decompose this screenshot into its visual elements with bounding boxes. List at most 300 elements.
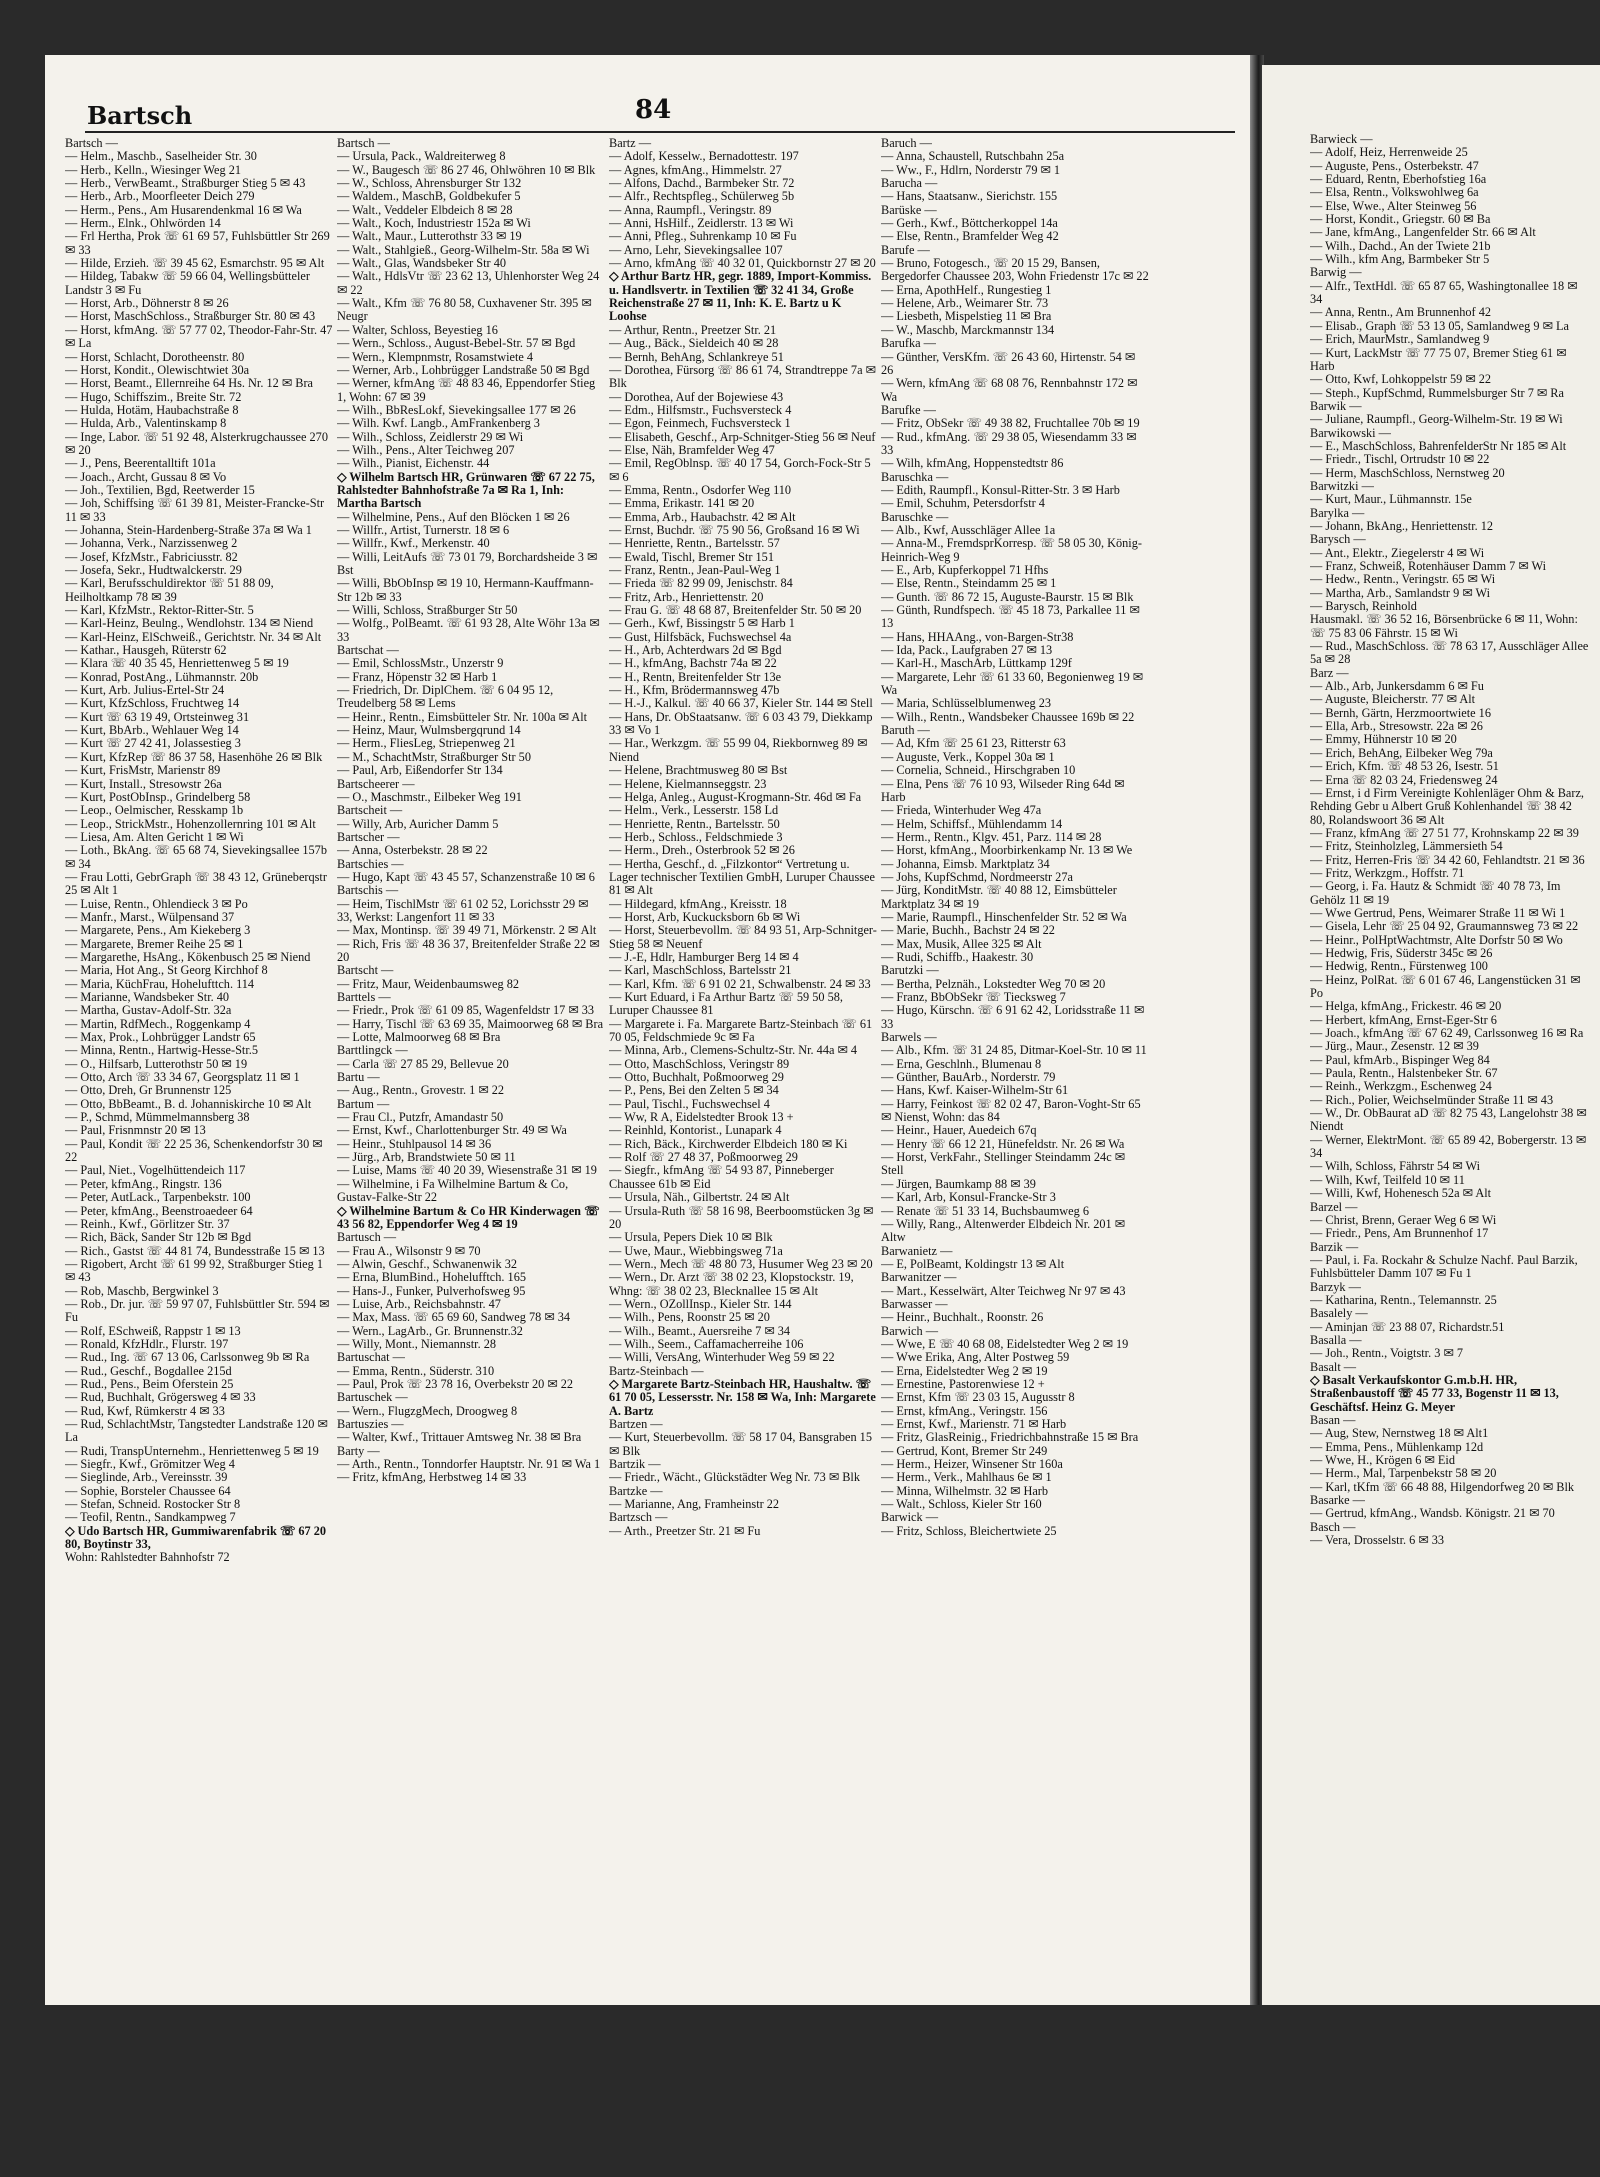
directory-entry: — Helm., Maschb., Saselheider Str. 30 — [65, 150, 257, 164]
directory-entry: — Rud., Pens., Beim Oferstein 25 — [65, 1377, 234, 1391]
directory-entry: — Bertha, Pelznäh., Lokstedter Weg 70 ✉ 20 — [881, 977, 1106, 991]
directory-entry: — Anna, Raumpfl., Veringstr. 89 — [609, 203, 772, 217]
directory-entry: — Kurt, Maur., Lühmannstr. 15e — [1310, 493, 1472, 507]
page-number: 84 — [635, 95, 672, 125]
directory-entry: — W., Baugesch ☏ 86 27 46, Ohlwöhren 10 ✉ Blk — [337, 163, 596, 177]
directory-entry: — Karl, tKfm ☏ 66 48 88, Hilgendorfweg 20 ✉ Blk — [1310, 1480, 1575, 1494]
directory-entry: — Elsa, Rentn., Volkswohlweg 6a — [1310, 186, 1479, 200]
directory-entry: — Fritz, Herren-Fris ☏ 34 42 60, Fehlandtstr. 21 ✉ 36 — [1310, 853, 1585, 867]
directory-entry: Baruth — — [881, 724, 930, 738]
directory-entry: ◇ Margarete Bartz-Steinbach HR, Haushaltw. ☏ 61 70 05, Lessersstr. Nr. 158 ✉ Wa, Inh: Margarete A. Bartz — [609, 1377, 876, 1418]
directory-entry: — Kurt, BbArb., Wehlauer Weg 14 — [65, 724, 239, 738]
directory-entry: Barttels — — [337, 991, 391, 1004]
directory-entry: — Adolf, Heiz, Herrenweide 25 — [1310, 146, 1468, 160]
directory-entry: — Jürg., Arb, Brandstwiete 50 ✉ 11 — [337, 1151, 516, 1165]
directory-entry: — Erna ☏ 82 03 24, Friedensweg 24 — [1310, 773, 1498, 787]
directory-entry: — Jane, kfmAng., Langenfelder Str. 66 ✉ Alt — [1310, 226, 1536, 240]
directory-entry: Bartz-Steinbach — — [609, 1364, 704, 1378]
directory-entry: — Hedw., Rentn., Veringstr. 65 ✉ Wi — [1310, 573, 1496, 587]
directory-entry: — H.-J., Kalkul. ☏ 40 66 37, Kieler Str. 144 ✉ Stell — [609, 697, 873, 711]
directory-entry: — Arth., Preetzer Str. 21 ✉ Fu — [609, 1524, 761, 1538]
directory-entry: — Herb., Arb., Moorfleeter Deich 279 — [65, 190, 255, 204]
directory-entry: — Alwin, Geschf., Schwanenwik 32 — [337, 1257, 517, 1271]
directory-entry: — H., Arb, Achterdwars 2d ✉ Bgd — [609, 644, 782, 658]
directory-entry: — Werner, kfmAng ☏ 48 83 46, Eppendorfer Stieg 1, Wohn: 67 ✉ 39 — [337, 377, 596, 404]
directory-entry: — Walt., Stahlgieß., Georg-Wilhelm-Str. 58a ✉ Wi — [337, 243, 590, 257]
directory-entry: — Hulda, Arb., Valentinskamp 8 — [65, 417, 227, 431]
directory-entry: — Else, Rentn., Bramfelder Weg 42 — [881, 230, 1059, 244]
directory-entry: — Liesbeth, Mispelstieg 11 ✉ Bra — [881, 310, 1052, 324]
directory-entry: — Har., Werkzgm. ☏ 55 99 04, Riekbornweg 89 ✉ Niend — [609, 737, 868, 764]
directory-entry: — Ernst, Buchdr. ☏ 75 90 56, Großsand 16 ✉ Wi — [609, 523, 860, 537]
directory-entry: Basalely — — [1310, 1307, 1368, 1321]
directory-entry: — Adolf, Kesselw., Bernadottestr. 197 — [609, 150, 799, 164]
directory-entry: — Karl-H., MaschArb, Lüttkamp 129f — [881, 657, 1072, 671]
directory-page — [45, 55, 1255, 2005]
directory-entry: Barwik — — [1310, 399, 1362, 413]
directory-entry: — Ursula, Pack., Waldreiterweg 8 — [337, 150, 506, 164]
directory-entry: — Siegfr., kfmAng ☏ 54 93 87, Pinneberger Chaussee 61b ✉ Eid — [609, 1164, 834, 1191]
directory-entry: — Gust, Hilfsbäck, Fuchswechsel 4a — [609, 630, 792, 644]
directory-entry: — Willy, Arb, Auricher Damm 5 — [337, 817, 499, 831]
directory-entry: — Wwe, H., Krögen 6 ✉ Eid — [1310, 1454, 1455, 1468]
directory-entry: — Rich, Bäck, Sander Str 12b ✉ Bgd — [65, 1231, 252, 1245]
directory-entry: — Helm, Schiffsf., Mühlendamm 14 — [881, 817, 1063, 831]
directory-entry: — Auguste, Pens., Osterbekstr. 47 — [1310, 159, 1479, 173]
directory-entry: — Ida, Pack., Laufgraben 27 ✉ 13 — [881, 644, 1053, 658]
directory-entry: — Maria, Hot Ang., St Georg Kirchhof 8 — [65, 964, 268, 978]
directory-entry: — Hedwig, Rentn., Fürstenweg 100 — [1310, 960, 1488, 974]
directory-entry: — Horst, Arb., Döhnerstr 8 ✉ 26 — [65, 297, 229, 311]
directory-entry: — Günther, BauArb., Norderstr. 79 — [881, 1071, 1056, 1085]
directory-entry: — Karl-Heinz, Beulng., Wendlohstr. 134 ✉ Niend — [65, 617, 314, 631]
directory-entry: — Joach., kfmAng ☏ 67 62 49, Carlssonweg 16 ✉ Ra — [1310, 1027, 1584, 1041]
directory-entry: — J.-E, Hdlr, Hamburger Berg 14 ✉ 4 — [609, 950, 799, 964]
directory-entry: — Wilh, kfmAng, Hoppenstedtstr 86 — [881, 457, 1064, 471]
directory-entry: — Walt., Schloss, Kieler Str 160 — [881, 1498, 1042, 1512]
directory-entry: Baruschke — — [881, 510, 949, 524]
directory-entry: — Emmy, Hühnerstr 10 ✉ 20 — [1310, 733, 1457, 747]
directory-entry: — Werner, Arb., Lohbrügger Landstraße 50 ✉ Bgd — [337, 363, 590, 377]
directory-entry: — Johanna, Stein-Hardenberg-Straße 37a ✉ Wa 1 — [65, 523, 312, 537]
directory-entry: — Helga, Anleg., August-Krogmann-Str. 46d ✉ Fa — [609, 790, 862, 804]
directory-entry: — Walt., Glas, Wandsbeker Str 40 — [337, 257, 507, 271]
directory-entry: — W., Schloss, Ahrensburger Str 132 — [337, 177, 522, 191]
directory-entry: — Rolf, ESchweiß, Rappstr 1 ✉ 13 — [65, 1324, 241, 1338]
directory-entry: — Ursula, Pepers Diek 10 ✉ Blk — [609, 1231, 773, 1245]
directory-entry: — Rich., Gastst ☏ 44 81 74, Bundesstraße 15 ✉ 13 — [65, 1244, 325, 1258]
directory-entry: — Hans-J., Funker, Pulverhofsweg 95 — [337, 1284, 526, 1298]
directory-entry: — Dorothea, Auf der Bojewiese 43 — [609, 390, 784, 404]
directory-entry: — Willfr., Artist, Turnerstr. 18 ✉ 6 — [337, 523, 510, 537]
directory-entry: — Loth., BkAng. ☏ 65 68 74, Sievekingsallee 157b ✉ 34 — [65, 844, 327, 871]
directory-entry: Barutzki — — [881, 964, 939, 978]
directory-entry: — P., Pens, Bei den Zelten 5 ✉ 34 — [609, 1084, 779, 1098]
directory-entry: — Peter, AutLack., Tarpenbekstr. 100 — [65, 1191, 251, 1205]
directory-entry: — Wolfg., PolBeamt. ☏ 61 93 28, Alte Wöhr 13a ✉ 33 — [337, 617, 600, 644]
directory-entry: — Frieda, Winterhuder Weg 47a — [881, 804, 1042, 818]
directory-entry: — Margarete i. Fa. Margarete Bartz-Steinbach ☏ 61 70 05, Feldschmiede 9c ✉ Fa — [609, 1017, 873, 1045]
directory-entry: — Konrad, PostAng., Lühmannstr. 20b — [65, 670, 259, 684]
directory-entry: — Paul, Prok ☏ 23 78 16, Overbekstr 20 ✉ 22 — [337, 1377, 574, 1391]
directory-entry: — Friedr., Tischl, Ortrudstr 10 ✉ 22 — [1310, 453, 1490, 467]
directory-entry: — Alfr., Rechtspfleg., Schülerweg 5b — [609, 190, 795, 204]
directory-entry: — Hildeg, Tabakw ☏ 59 66 04, Wellingsbütteler Landstr 3 ✉ Fu — [65, 270, 310, 297]
directory-entry: — Franz, Rentn., Jean-Paul-Weg 1 — [609, 564, 781, 577]
directory-entry: — Erna, Geschlnh., Blumenau 8 — [881, 1057, 1042, 1071]
directory-entry: Barwels — — [881, 1031, 937, 1045]
directory-entry: — Ant., Elektr., Ziegelerstr 4 ✉ Wi — [1310, 546, 1485, 560]
directory-entry: — P., Schmd, Mümmelmannsberg 38 — [65, 1111, 250, 1125]
directory-entry: Bartzen — — [609, 1418, 663, 1431]
directory-entry: — Franz, kfmAng ☏ 27 51 77, Krohnskamp 22 ✉ 39 — [1310, 826, 1579, 840]
directory-entry: — Kurt ☏ 63 19 49, Ortsteinweg 31 — [65, 710, 250, 724]
directory-entry: — Emil, RegOblnsp. ☏ 40 17 54, Gorch-Fock-Str 5 ✉ 6 — [609, 457, 871, 484]
directory-entry: — Fritz, Arb., Henriettenstr. 20 — [609, 590, 764, 604]
directory-entry: — Eduard, Rentn, Eberhofstieg 16a — [1310, 173, 1487, 187]
directory-entry: — Paul, Niet., Vogelhüttendeich 117 — [65, 1164, 246, 1178]
directory-entry: — Liesa, Am. Alten Gericht 1 ✉ Wi — [65, 830, 244, 844]
directory-entry: — Rudi, Schiffb., Haakestr. 30 — [881, 950, 1034, 964]
directory-entry: — Hugo, Kapt ☏ 43 45 57, Schanzenstraße 10 ✉ 6 — [337, 870, 595, 884]
directory-entry: — Friedr., Pens, Am Brunnenhof 17 — [1310, 1227, 1489, 1241]
directory-entry: — Horst, kfmAng., Moorbirkenkamp Nr. 13 ✉ We — [881, 844, 1133, 858]
directory-entry: — Horst, MaschSchloss., Straßburger Str. 80 ✉ 43 — [65, 310, 316, 324]
directory-entry: — E., Arb, Kupferkoppel 71 Hfhs — [881, 564, 1049, 577]
directory-entry: — Horst, Beamt., Ellernreihe 64 Hs. Nr. 12 ✉ Bra — [65, 377, 313, 391]
directory-entry: — Wilh., Pens, Roonstr 25 ✉ 20 — [609, 1311, 770, 1325]
directory-entry: Baruch — — [881, 137, 932, 150]
directory-entry: Bartschat — — [337, 644, 399, 658]
directory-entry: — Willi, Schloss, Straßburger Str 50 — [337, 604, 518, 618]
directory-entry: — Gisela, Lehr ☏ 25 04 92, Graumannsweg 73 ✉ 22 — [1310, 920, 1579, 934]
directory-entry: — Rob, Maschb, Bergwinkel 3 — [65, 1284, 219, 1298]
directory-entry: Bartschis — — [337, 884, 399, 898]
directory-entry: — Margarete, Lehr ☏ 61 33 60, Begonienweg 19 ✉ Wa — [881, 670, 1144, 698]
directory-entry: — Herm., Pens., Am Husarendenkmal 16 ✉ Wa — [65, 203, 302, 217]
directory-entry: — Gertrud, Kont, Bremer Str 249 — [881, 1444, 1048, 1458]
directory-entry: — Heinz, Maur, Wulmsbergqrund 14 — [337, 724, 521, 738]
directory-entry: — Herm, MaschSchloss, Nernstweg 20 — [1310, 466, 1505, 480]
directory-entry: — Anni, HsHilf., Zeidlerstr. 13 ✉ Wi — [609, 217, 794, 231]
directory-entry: Barwasser — — [881, 1297, 948, 1311]
directory-entry: — Wern, kfmAng ☏ 68 08 76, Rennbahnstr 172 ✉ Wa — [881, 377, 1138, 404]
directory-entry: — Horst, Kondit., Olewischtwiet 30a — [65, 363, 250, 377]
directory-entry: Bartuszies — — [337, 1418, 404, 1431]
directory-entry: — Alb., Kfm. ☏ 31 24 85, Ditmar-Koel-Str. 10 ✉ 11 — [881, 1044, 1147, 1058]
directory-entry: — Arno, kfmAng ☏ 40 32 01, Quickbornstr 27 ✉ 20 — [609, 257, 876, 271]
directory-entry: — Fritz, Werkzgm., Hoffstr. 71 — [1310, 866, 1465, 880]
directory-entry: — Elna, Pens ☏ 76 10 93, Wilseder Ring 64d ✉ Harb — [881, 777, 1125, 804]
directory-entry: — Else, Rentn., Steindamm 25 ✉ 1 — [881, 577, 1057, 591]
directory-entry: Barwig — — [1310, 266, 1362, 280]
directory-entry: — Rud., Ing. ☏ 67 13 06, Carlssonweg 9b ✉ Ra — [65, 1351, 310, 1365]
directory-entry: Bartz — — [609, 137, 652, 150]
directory-entry: — Wilhelmine, i Fa Wilhelmine Bartum & Co, Gustav-Falke-Str 22 — [337, 1177, 569, 1205]
directory-entry: — Marianne, Wandsbeker Str. 40 — [65, 991, 230, 1004]
directory-entry: — Horst, kfmAng. ☏ 57 77 02, Theodor-Fahr-Str. 47 ✉ La — [65, 323, 333, 351]
directory-entry: — Herm., Verk., Mahlhaus 6e ✉ 1 — [881, 1471, 1052, 1485]
directory-entry: — Wern., Schloss., August-Bebel-Str. 57 ✉ Bgd — [337, 337, 576, 351]
directory-entry: — Waldem., MaschB, Goldbekufer 5 — [337, 190, 521, 204]
directory-entry: — Horst, Steuerbevollm. ☏ 84 93 51, Arp-Schnitger-Stieg 58 ✉ Neuenf — [609, 924, 877, 951]
directory-entry: — Reinh., Werkzgm., Eschenweg 24 — [1310, 1080, 1492, 1094]
directory-entry: — Marianne, Ang, Framheinstr 22 — [609, 1498, 780, 1512]
directory-entry: — Auguste, Bleicherstr. 77 ✉ Alt — [1310, 693, 1476, 707]
directory-entry: — Helene, Kielmannseggstr. 23 — [609, 777, 767, 791]
directory-entry: — Erich, MaurMstr., Samlandweg 9 — [1310, 333, 1490, 347]
directory-entry: — Helm., Verk., Lesserstr. 158 Ld — [609, 804, 779, 818]
directory-entry: — Rud, SchlachtMstr, Tangstedter Landstraße 120 ✉ La — [65, 1418, 328, 1445]
directory-entry: — Kurt, Install., Stresowstr 26a — [65, 777, 222, 791]
directory-entry: — Wilh., kfm Ang, Barmbeker Str 5 — [1310, 253, 1490, 267]
directory-entry: — Emma, Pens., Mühlenkamp 12d — [1310, 1440, 1484, 1454]
directory-entry: — Rich., Polier, Weichselmünder Straße 11 ✉ 43 — [1310, 1093, 1554, 1107]
directory-entry: — Georg, i. Fa. Hautz & Schmidt ☏ 40 78 73, Im Gehölz 11 ✉ 19 — [1310, 880, 1561, 907]
directory-entry: — Emma, Rentn., Osdorfer Weg 110 — [609, 483, 792, 497]
directory-entry: — Paul, Kondit ☏ 22 25 36, Schenkendorfstr 30 ✉ 22 — [65, 1137, 323, 1165]
directory-entry: Barwikowski — — [1310, 426, 1391, 440]
directory-entry: — Josefa, Sekr., Hudtwalckerstr. 29 — [65, 564, 242, 577]
directory-entry: — Herb., Kelln., Wiesinger Weg 21 — [65, 163, 241, 177]
directory-entry: — Renate ☏ 51 33 14, Buchsbaumweg 6 — [881, 1204, 1089, 1218]
directory-entry: — Joh, Schiffsing ☏ 61 39 81, Meister-Francke-Str 11 ✉ 33 — [65, 497, 325, 524]
directory-entry: — Anna-M., FremdsprKorresp. ☏ 58 05 30, König-Heinrich-Weg 9 — [881, 537, 1142, 564]
directory-entry: — Wilh., Schloss, Zeidlerstr 29 ✉ Wi — [337, 430, 524, 444]
directory-entry: — Wwe Gertrud, Pens, Weimarer Straße 11 ✉ Wi 1 — [1310, 906, 1566, 920]
directory-column-1 — [65, 137, 333, 1565]
directory-entry: — Ernst, Kwf., Marienstr. 71 ✉ Harb — [881, 1418, 1067, 1431]
directory-entry: — Joh., Rentn., Voigtstr. 3 ✉ 7 — [1310, 1347, 1463, 1361]
directory-entry: — Helene, Brachtmusweg 80 ✉ Bst — [609, 764, 788, 778]
directory-entry: — Hans, Dr. ObStaatsanw. ☏ 6 03 43 79, Diekkamp 33 ✉ Vo 1 — [609, 710, 873, 738]
directory-entry: — Carla ☏ 27 85 29, Bellevue 20 — [337, 1057, 509, 1071]
running-head-name: Bartsch — [87, 101, 193, 130]
directory-entry: — Horst, Arb, Kuckucksborn 6b ✉ Wi — [609, 910, 801, 924]
directory-entry: — Frl Hertha, Prok ☏ 61 69 57, Fuhlsbüttler Str 269 ✉ 33 — [65, 230, 330, 257]
directory-entry: — Wilh. Kwf. Langb., AmFrankenberg 3 — [337, 417, 540, 431]
directory-entry: — Karl, Arb, Konsul-Francke-Str 3 — [881, 1191, 1056, 1205]
directory-entry: Barwieck — — [1310, 133, 1373, 146]
directory-entry: — Ad, Kfm ☏ 25 61 23, Ritterstr 63 — [881, 737, 1066, 751]
directory-entry: — Harry, Feinkost ☏ 82 02 47, Baron-Voght-Str 65 ✉ Nienst, Wohn: das 84 — [881, 1097, 1141, 1125]
directory-entry: — Alb., Arb, Junkersdamm 6 ✉ Fu — [1310, 680, 1484, 694]
directory-entry: — Erna, ApothHelf., Rungestieg 1 — [881, 283, 1052, 297]
directory-entry: Barysch — — [1310, 533, 1366, 547]
directory-entry: Baruschka — — [881, 470, 949, 484]
directory-entry: — Kathar., Hausgeh, Rüterstr 62 — [65, 644, 227, 658]
directory-entry: — Horst, Kondit., Griegstr. 60 ✉ Ba — [1310, 213, 1491, 227]
directory-entry: — Henriette, Rentn., Bartelsstr. 57 — [609, 537, 780, 551]
directory-entry: Bartsch — — [337, 137, 390, 150]
directory-entry: — Otto, Dreh, Gr Brunnenstr 125 — [65, 1084, 232, 1098]
directory-entry: — Hulda, Hotäm, Haubachstraße 8 — [65, 403, 239, 417]
directory-entry: Barüske — — [881, 203, 937, 217]
directory-entry: ◇ Udo Bartsch HR, Gummiwarenfabrik ☏ 67 20 80, Boytinstr 33, — [65, 1524, 326, 1552]
directory-entry: Barttlingck — — [337, 1044, 408, 1058]
directory-entry: — Alb., Kwf, Ausschläger Allee 1a — [881, 523, 1056, 537]
directory-entry: — Katharina, Rentn., Telemannstr. 25 — [1310, 1293, 1497, 1307]
directory-entry: — Wilh, Schloss, Fährstr 54 ✉ Wi — [1310, 1160, 1481, 1174]
directory-entry: — Johs, KupfSchmd, Nordmeerstr 27a — [881, 870, 1073, 884]
directory-entry: — Alfr., TextHdl. ☏ 65 87 65, Washingtonallee 18 ✉ 34 — [1310, 279, 1578, 307]
directory-entry: — Rolf ☏ 27 48 37, Poßmoorweg 29 — [609, 1151, 798, 1165]
directory-entry: — Karl, Kfm. ☏ 6 91 02 21, Schwalbenstr. 24 ✉ 33 — [609, 977, 871, 991]
directory-entry: — Ursula-Ruth ☏ 58 16 98, Beerboomstücken 3g ✉ 20 — [609, 1204, 874, 1231]
directory-entry: — Jürgen, Baumkamp 88 ✉ 39 — [881, 1177, 1036, 1191]
directory-entry: — Heinr., Rentn., Eimsbütteler Str. Nr. 100a ✉ Alt — [337, 710, 588, 724]
directory-entry: Basalla — — [1310, 1333, 1362, 1347]
directory-entry: — Herm., Heizer, Winsener Str 160a — [881, 1458, 1063, 1472]
directory-entry: — Heinr., Buchhalt., Roonstr. 26 — [881, 1311, 1044, 1325]
directory-entry: — Minna, Wilhelmstr. 32 ✉ Harb — [881, 1484, 1049, 1498]
directory-entry: Barwanietz — — [881, 1244, 953, 1258]
directory-entry: — Harry, Tischl ☏ 63 69 35, Maimoorweg 68 ✉ Bra — [337, 1017, 604, 1031]
directory-entry: — Rud., MaschSchloss. ☏ 78 63 17, Ausschläger Allee 5a ✉ 28 — [1310, 640, 1589, 667]
directory-entry: — Wern., Dr. Arzt ☏ 38 02 23, Klopstockstr. 19, Whng: ☏ 38 02 23, Blecknallee 15 ✉ Alt — [609, 1271, 854, 1298]
directory-entry: — Maria, KüchFrau, Hohelufttch. 114 — [65, 977, 255, 991]
directory-entry: — Heinr., PolHptWachtmstr, Alte Dorfstr 50 ✉ Wo — [1310, 933, 1563, 947]
directory-entry: — Sieglinde, Arb., Vereinsstr. 39 — [65, 1471, 228, 1485]
directory-entry: — Horst, VerkFahr., Stellinger Steindamm 24c ✉ Stell — [881, 1151, 1126, 1178]
facing-page — [1262, 65, 1600, 2005]
directory-entry: — Friedr., Prok ☏ 61 09 85, Wagenfeldstr 17 ✉ 33 — [337, 1004, 595, 1018]
directory-entry: — Minna, Arb., Clemens-Schultz-Str. Nr. 44a ✉ 4 — [609, 1044, 858, 1058]
directory-entry: — Günther, VersKfm. ☏ 26 43 60, Hirtenstr. 54 ✉ 26 — [881, 350, 1136, 377]
directory-entry: — Johanna, Eimsb. Marktplatz 34 — [881, 857, 1050, 871]
directory-entry: — Karl, KfzMstr., Rektor-Ritter-Str. 5 — [65, 604, 254, 618]
directory-entry: — Wilh., BbResLokf, Sievekingsallee 177 ✉ 26 — [337, 403, 576, 417]
directory-entry: — Margarethe, HsAng., Kökenbusch 25 ✉ Niend — [65, 950, 311, 964]
directory-entry: Basch — — [1310, 1520, 1356, 1534]
directory-entry: — Martha, Arb., Samlandstr 9 ✉ Wi — [1310, 586, 1491, 600]
directory-entry: — Kurt, PostObInsp., Grindelberg 58 — [65, 790, 251, 804]
directory-entry: — Wilh., Rentn., Wandsbeker Chaussee 169b ✉ 22 — [881, 710, 1135, 724]
directory-entry: — Willi, BbObInsp ✉ 19 10, Hermann-Kauffmann-Str 12b ✉ 33 — [337, 577, 594, 604]
directory-entry: — Elisab., Graph ☏ 53 13 05, Samlandweg 9 ✉ La — [1310, 319, 1569, 333]
directory-entry: — Rich, Bäck., Kirchwerder Elbdeich 180 ✉ Ki — [609, 1137, 848, 1151]
directory-entry: — Joach., Archt, Gussau 8 ✉ Vo — [65, 470, 227, 484]
directory-entry: — Ella, Arb., Stresowstr. 22a ✉ 26 — [1310, 720, 1483, 734]
directory-entry: — Lotte, Malmoorweg 68 ✉ Bra — [337, 1031, 501, 1045]
directory-entry: Bartuschat — — [337, 1351, 405, 1365]
directory-entry: — Emma, Erikastr. 141 ✉ 20 — [609, 497, 755, 511]
directory-entry: — Franz, BbObSekr ☏ Tiecksweg 7 — [881, 991, 1066, 1004]
directory-entry: Bartscht — — [337, 964, 394, 978]
directory-entry: — Martin, RdfMech., Roggenkamp 4 — [65, 1017, 251, 1031]
directory-entry: — Paul, Arb, Eißendorfer Str 134 — [337, 764, 503, 778]
directory-entry: — Luise, Rentn., Ohlendieck 3 ✉ Po — [65, 897, 248, 911]
directory-entry: — Alfons, Dachd., Barmbeker Str. 72 — [609, 177, 795, 191]
directory-entry: — Wern., FlugzgMech, Droogweg 8 — [337, 1404, 518, 1418]
directory-entry: — Karl-Heinz, ElSchweiß., Gerichtstr. Nr. 34 ✉ Alt — [65, 630, 322, 644]
directory-entry: — Wilh., Dachd., An der Twiete 21b — [1310, 239, 1491, 253]
directory-entry: ◇ Wilhelmine Bartum & Co HR Kinderwagen ☏ 43 56 82, Eppendorfer Weg 4 ✉ 19 — [337, 1204, 600, 1231]
directory-entry: — Ewald, Tischl, Bremer Str 151 — [609, 550, 774, 564]
directory-entry: — E, PolBeamt, Koldingstr 13 ✉ Alt — [881, 1257, 1065, 1271]
directory-entry: — Werner, ElektrMont. ☏ 65 89 42, Bobergerstr. 13 ✉ 34 — [1310, 1133, 1587, 1161]
directory-entry: — Otto, BbBeamt., B. d. Johanniskirche 10 ✉ Alt — [65, 1097, 312, 1111]
directory-entry: — Hugo, Kürschn. ☏ 6 91 62 42, Loridsstraße 11 ✉ 33 — [881, 1004, 1145, 1031]
directory-entry: — Herm., Elnk., Ohlwörden 14 — [65, 217, 221, 231]
directory-entry: — Aminjan ☏ 23 88 07, Richardstr.51 — [1310, 1320, 1505, 1334]
directory-entry: Basalt — — [1310, 1360, 1357, 1374]
directory-entry: — O., Hilfsarb, Lutterothstr 50 ✉ 19 — [65, 1057, 248, 1071]
directory-entry: — Kurt, LackMstr ☏ 77 75 07, Bremer Stieg 61 ✉ Harb — [1310, 346, 1567, 373]
directory-entry: — Erna, Eidelstedter Weg 2 ✉ 19 — [881, 1364, 1048, 1378]
directory-entry: — Aug., Rentn., Grovestr. 1 ✉ 22 — [337, 1084, 505, 1098]
directory-entry: — Paul, kfmArb., Bispinger Weg 84 — [1310, 1053, 1490, 1067]
directory-entry: — M., SchachtMstr, Straßburger Str 50 — [337, 750, 531, 764]
directory-entry: — Karl, Berufsschuldirektor ☏ 51 88 09, Heilholtkamp 78 ✉ 39 — [65, 577, 274, 604]
directory-entry: — Hertha, Geschf., d. „Filzkontor“ Vertretung u. Lager technischer Textilien GmbH, Luruper Chaussee 81 ✉ Alt — [609, 857, 875, 898]
directory-entry: — Herm., Rentn., Klgv. 451, Parz. 114 ✉ 28 — [881, 830, 1102, 844]
directory-entry: — Siegfr., Kwf., Grömitzer Weg 4 — [65, 1458, 235, 1472]
directory-entry: — Herm., Mal, Tarpenbekstr 58 ✉ 20 — [1310, 1467, 1497, 1481]
directory-entry: — Anni, Pfleg., Suhrenkamp 10 ✉ Fu — [609, 230, 797, 244]
directory-entry: — Ernst, i d Firm Vereinigte Kohlenläger Ohm & Barz, Rehding Gebr u Albert Gruß Kohlenhandel ☏ 38 42 80, Rolandswoort 36 ✉ Alt — [1310, 786, 1585, 827]
directory-entry: Bartusch — — [337, 1231, 397, 1245]
directory-entry: — Erna, BlumBind., Hohelufftch. 165 — [337, 1271, 526, 1285]
directory-entry: — Walter, Kwf., Trittauer Amtsweg Nr. 38 ✉ Bra — [337, 1431, 582, 1445]
directory-entry: — Rob., Dr. jur. ☏ 59 97 07, Fuhlsbüttler Str. 594 ✉ Fu — [65, 1297, 330, 1325]
directory-entry: — Rud, Buchhalt, Grögersweg 4 ✉ 33 — [65, 1391, 256, 1405]
directory-entry: Bartzke — — [609, 1484, 663, 1498]
directory-entry: — Kurt, KfzRep ☏ 86 37 58, Hasenhöhe 26 ✉ Blk — [65, 750, 323, 764]
directory-entry: — Otto, MaschSchloss, Veringstr 89 — [609, 1057, 790, 1071]
directory-entry: — Emil, Schuhm, Petersdorfstr 4 — [881, 497, 1045, 511]
directory-entry: — Frieda ☏ 82 99 09, Jenischstr. 84 — [609, 577, 793, 591]
directory-entry: Barz — — [1310, 666, 1349, 680]
directory-entry: Bartscheerer — — [337, 777, 415, 791]
directory-entry: — Wwe, E ☏ 40 68 08, Eidelstedter Weg 2 ✉ 19 — [881, 1337, 1129, 1351]
directory-entry: — Hans, Staatsanw., Sierichstr. 155 — [881, 190, 1058, 204]
directory-entry: — Cornelia, Schneid., Hirschgraben 10 — [881, 764, 1076, 778]
directory-entry: — Henry ☏ 66 12 21, Hünefeldstr. Nr. 26 ✉ Wa — [881, 1137, 1125, 1151]
directory-entry: Bartu — — [337, 1071, 380, 1085]
directory-entry: — Willy, Mont., Niemannstr. 28 — [337, 1337, 497, 1351]
directory-entry: — Johanna, Verk., Narzissenweg 2 — [65, 537, 238, 551]
directory-entry: — Barysch, Reinhold — [1310, 600, 1417, 614]
directory-entry: Hausmakl. ☏ 36 52 16, Börsenbrücke 6 ✉ 11, Wohn: ☏ 75 83 06 Fährstr. 15 ✉ Wi — [1310, 613, 1578, 640]
directory-entry: — Christ, Brenn, Geraer Weg 6 ✉ Wi — [1310, 1213, 1497, 1227]
directory-entry: Barzyk — — [1310, 1280, 1361, 1294]
directory-entry: — Karl, MaschSchloss, Bartelsstr 21 — [609, 964, 792, 978]
directory-entry: — Bruno, Fotogesch., ☏ 20 15 29, Bansen, Bergedorfer Chaussee 203, Wohn Friedenstr 17c ✉ 22 — [881, 257, 1149, 284]
directory-entry: — Max, Montinsp. ☏ 39 49 71, Mörkenstr. 2 ✉ Alt — [337, 924, 597, 938]
directory-entry: — Rich, Fris ☏ 48 36 37, Breitenfelder Straße 22 ✉ 20 — [337, 937, 600, 964]
directory-entry: — Stefan, Schneid. Rostocker Str 8 — [65, 1498, 241, 1512]
directory-column-3 — [609, 137, 877, 1538]
directory-entry: — Friedr., Wächt., Glückstädter Weg Nr. 73 ✉ Blk — [609, 1471, 860, 1485]
directory-entry: — Hans, Kwf. Kaiser-Wilhelm-Str 61 — [881, 1084, 1069, 1098]
directory-entry: Barwich — — [881, 1324, 939, 1338]
directory-entry: — Otto, Arch ☏ 33 34 67, Georgsplatz 11 ✉ 1 — [65, 1071, 300, 1085]
directory-entry: — Otto, Kwf, Lohkoppelstr 59 ✉ 22 — [1310, 373, 1492, 387]
directory-entry: — Max, Mass. ☏ 65 69 60, Sandweg 78 ✉ 34 — [337, 1311, 571, 1325]
directory-entry: Bartschies — — [337, 857, 404, 871]
directory-entry: — H., Rentn, Breitenfelder Str 13e — [609, 670, 782, 684]
directory-entry: — Erich, Kfm. ☏ 48 53 26, Isestr. 51 — [1310, 760, 1499, 774]
directory-entry: — Arthur, Rentn., Preetzer Str. 21 — [609, 323, 777, 337]
directory-entry: — Horst, Schlacht, Dorotheenstr. 80 — [65, 350, 245, 364]
directory-entry: — Wilh, Kwf, Teilfeld 10 ✉ 11 — [1310, 1173, 1465, 1187]
directory-entry: — Günth, Rundfspech. ☏ 45 18 73, Parkallee 11 ✉ 13 — [881, 604, 1140, 631]
directory-entry: — Gerh., Kwf, Bissingstr 5 ✉ Harb 1 — [609, 617, 795, 631]
directory-entry: — Hildegard, kfmAng., Kreisstr. 18 — [609, 897, 787, 911]
directory-entry: — Henriette, Rentn., Bartelsstr. 50 — [609, 817, 780, 831]
directory-entry: — Marie, Buchh., Bachstr 24 ✉ 22 — [881, 924, 1055, 938]
